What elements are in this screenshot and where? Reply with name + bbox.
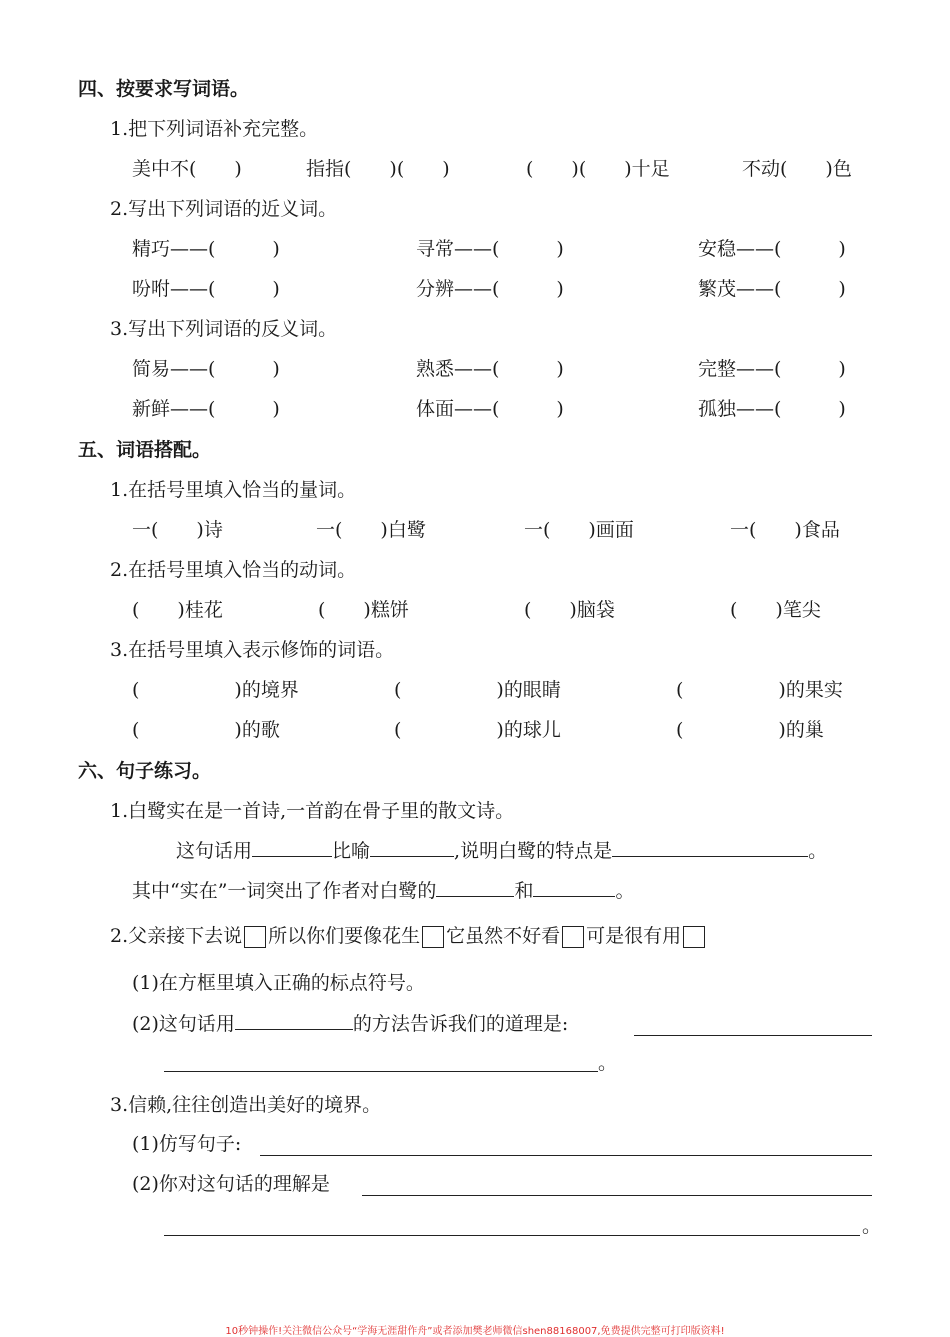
s5-q3-item: ( )的果实 bbox=[676, 679, 843, 701]
s5-q3-item: ( )的歌 bbox=[132, 719, 280, 741]
answer-blank[interactable] bbox=[370, 856, 454, 857]
punctuation-box[interactable] bbox=[244, 926, 266, 948]
s5-q1-item: 一( )诗 bbox=[132, 519, 223, 541]
s4-q2-prompt: 2.写出下列词语的近义词。 bbox=[110, 198, 338, 220]
section-4-title: 四、按要求写词语。 bbox=[78, 78, 250, 100]
s5-q3-item: ( )的境界 bbox=[132, 679, 299, 701]
section-6-title: 六、句子练习。 bbox=[78, 760, 212, 782]
answer-line[interactable] bbox=[260, 1155, 872, 1156]
s6-q2-sub2 bbox=[132, 1015, 568, 1034]
s4-q2-item: 繁茂——( ) bbox=[698, 278, 846, 300]
s6-q2-text: 2.父亲接下去说 bbox=[110, 925, 243, 947]
period-mark: 。 bbox=[598, 1052, 618, 1074]
s5-q3-prompt: 3.在括号里填入表示修饰的词语。 bbox=[110, 639, 395, 661]
s6-q3-sub2: (2)你对这句话的理解是 bbox=[132, 1173, 330, 1195]
s4-q3-item: 体面——( ) bbox=[416, 398, 564, 420]
s4-q2-item: 安稳——( ) bbox=[698, 238, 846, 260]
answer-blank[interactable] bbox=[612, 856, 808, 857]
s6-q1-text: ,说明白鹭的特点是 bbox=[454, 840, 613, 862]
footer-note: 10秒钟操作!关注微信公众号“学海无涯甜作舟”或者添加樊老师微信shen88168007,免费提供完整可打印版资料! bbox=[225, 1326, 725, 1337]
s4-q3-item: 孤独——( ) bbox=[698, 398, 846, 420]
s4-q1-item: 不动( )色 bbox=[742, 158, 852, 180]
s6-q1-text: 比喻 bbox=[332, 840, 371, 862]
s6-q2-text: 可是很有用 bbox=[586, 925, 682, 947]
s4-q3-prompt: 3.写出下列词语的反义词。 bbox=[110, 318, 338, 340]
s4-q3-item: 熟悉——( ) bbox=[416, 358, 564, 380]
punctuation-box[interactable] bbox=[422, 926, 444, 948]
s4-q2-item: 寻常——( ) bbox=[416, 238, 564, 260]
answer-line[interactable] bbox=[634, 1035, 872, 1036]
s4-q2-item: 分辨——( ) bbox=[416, 278, 564, 300]
s4-q3-item: 简易——( ) bbox=[132, 358, 280, 380]
s4-q1-item: 指指( )( ) bbox=[306, 158, 450, 180]
s6-q1-text: 。 bbox=[615, 880, 635, 902]
s6-q2-text: 所以你们要像花生 bbox=[268, 925, 421, 947]
s5-q1-prompt: 1.在括号里填入恰当的量词。 bbox=[110, 479, 357, 501]
s4-q3-item: 完整——( ) bbox=[698, 358, 846, 380]
s5-q2-prompt: 2.在括号里填入恰当的动词。 bbox=[110, 559, 357, 581]
answer-blank[interactable] bbox=[533, 896, 615, 897]
answer-blank[interactable] bbox=[252, 856, 332, 857]
s5-q2-item: ( )桂花 bbox=[132, 599, 223, 621]
answer-blank[interactable] bbox=[235, 1029, 353, 1030]
answer-line[interactable] bbox=[164, 1235, 860, 1236]
s6-q1-text: 其中“实在”一词突出了作者对白鹭的 bbox=[132, 880, 437, 902]
s5-q1-item: 一( )白鹭 bbox=[316, 519, 426, 541]
s6-q3-sub1: (1)仿写句子: bbox=[132, 1133, 242, 1155]
s5-q3-item: ( )的眼睛 bbox=[394, 679, 561, 701]
s6-q1-text: 这句话用 bbox=[176, 840, 253, 862]
s4-q2-item: 精巧——( ) bbox=[132, 238, 280, 260]
s5-q1-item: 一( )食品 bbox=[730, 519, 840, 541]
s4-q3-item: 新鲜——( ) bbox=[132, 398, 280, 420]
s6-q1-text: 。 bbox=[808, 840, 828, 862]
s5-q2-item: ( )笔尖 bbox=[730, 599, 821, 621]
s5-q3-item: ( )的巢 bbox=[676, 719, 824, 741]
s5-q2-item: ( )糕饼 bbox=[318, 599, 409, 621]
s6-q1-text: 和 bbox=[514, 880, 534, 902]
s6-q1-line1 bbox=[176, 842, 827, 861]
s5-q1-item: 一( )画面 bbox=[524, 519, 634, 541]
answer-line[interactable] bbox=[362, 1195, 872, 1196]
s6-q1-line2 bbox=[132, 882, 634, 901]
s6-q2-line bbox=[110, 926, 707, 948]
s6-q3-prompt: 3.信赖,往往创造出美好的境界。 bbox=[110, 1094, 382, 1116]
s5-q2-item: ( )脑袋 bbox=[524, 599, 615, 621]
s6-q2-text: 它虽然不好看 bbox=[446, 925, 561, 947]
s6-q1-prompt: 1.白鹭实在是一首诗,一首韵在骨子里的散文诗。 bbox=[110, 800, 515, 822]
punctuation-box[interactable] bbox=[683, 926, 705, 948]
s4-q2-item: 吩咐——( ) bbox=[132, 278, 280, 300]
s4-q1-item: ( )( )十足 bbox=[526, 158, 670, 180]
s6-q2-text: 的方法告诉我们的道理是: bbox=[352, 1013, 569, 1035]
s6-q2-sub1: (1)在方框里填入正确的标点符号。 bbox=[132, 972, 425, 994]
s6-q2-text: (2)这句话用 bbox=[132, 1013, 235, 1035]
section-5-title: 五、词语搭配。 bbox=[78, 439, 212, 461]
period-mark: 。 bbox=[862, 1215, 882, 1237]
answer-line[interactable] bbox=[164, 1071, 598, 1072]
s4-q1-prompt: 1.把下列词语补充完整。 bbox=[110, 118, 319, 140]
s4-q1-item: 美中不( ) bbox=[132, 158, 242, 180]
punctuation-box[interactable] bbox=[562, 926, 584, 948]
answer-blank[interactable] bbox=[436, 896, 514, 897]
s5-q3-item: ( )的球儿 bbox=[394, 719, 561, 741]
